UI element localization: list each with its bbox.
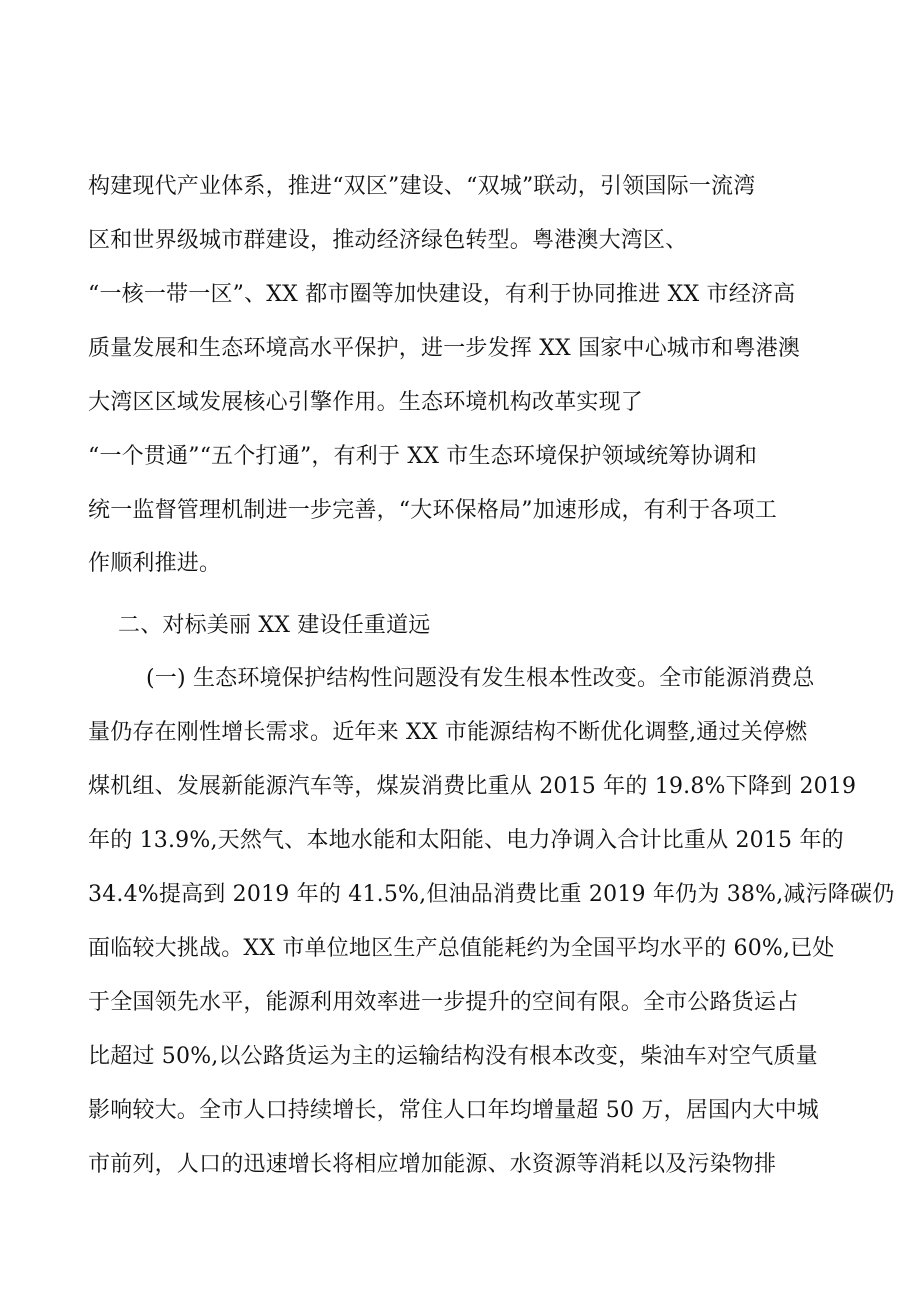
paragraph-line: 量仍存在刚性增长需求。近年来 XX 市能源结构不断优化调整,通过关停燃 [88,720,808,745]
paragraph-line: 市前列，人口的迅速增长将相应增加能源、水资源等消耗以及污染物排 [88,1152,777,1177]
paragraph-line: 影响较大。全市人口持续增长，常住人口年均增量超 50 万，居国内大中城 [88,1098,819,1123]
paragraph-line: 统一监督管理机制进一步完善，“大环保格局”加速形成，有利于各项工 [88,498,777,523]
paragraph-line: 34.4%提高到 2019 年的 41.5%,但油品消费比重 2019 年仍为 38%,减污降碳仍 [88,882,895,907]
paragraph-line: 于全国领先水平，能源利用效率进一步提升的空间有限。全市公路货运占 [88,990,799,1015]
paragraph-line: (一) 生态环境保护结构性问题没有发生根本性改变。全市能源消费总 [146,666,815,691]
paragraph-line: 煤机组、发展新能源汽车等，煤炭消费比重从 2015 年的 19.8%下降到 2019 [88,774,857,799]
paragraph-line: “一核一带一区”、XX 都市圈等加快建设，有利于协同推进 XX 市经济高 [88,282,796,307]
paragraph-line: 构建现代产业体系，推进“双区”建设、“双城”联动，引领国际一流湾 [88,174,756,199]
paragraph-line: 区和世界级城市群建设，推动经济绿色转型。粤港澳大湾区、 [88,228,688,253]
paragraph-line: 质量发展和生态环境高水平保护，进一步发挥 XX 国家中心城市和粤港澳 [88,336,801,361]
paragraph-line: “一个贯通”“五个打通”，有利于 XX 市生态环境保护领域统筹协调和 [88,444,758,469]
paragraph-line: 面临较大挑战。XX 市单位地区生产总值能耗约为全国平均水平的 60%,已处 [88,936,835,961]
section-heading: 二、对标美丽 XX 建设任重道远 [118,613,431,638]
paragraph-line: 作顺利推进。 [88,551,222,576]
paragraph-line: 比超过 50%,以公路货运为主的运输结构没有根本改变，柴油车对空气质量 [88,1044,818,1069]
paragraph-line: 年的 13.9%,天然气、本地水能和太阳能、电力净调入合计比重从 2015 年的 [88,828,844,853]
paragraph-line: 大湾区区域发展核心引擎作用。生态环境机构改革实现了 [88,390,644,415]
